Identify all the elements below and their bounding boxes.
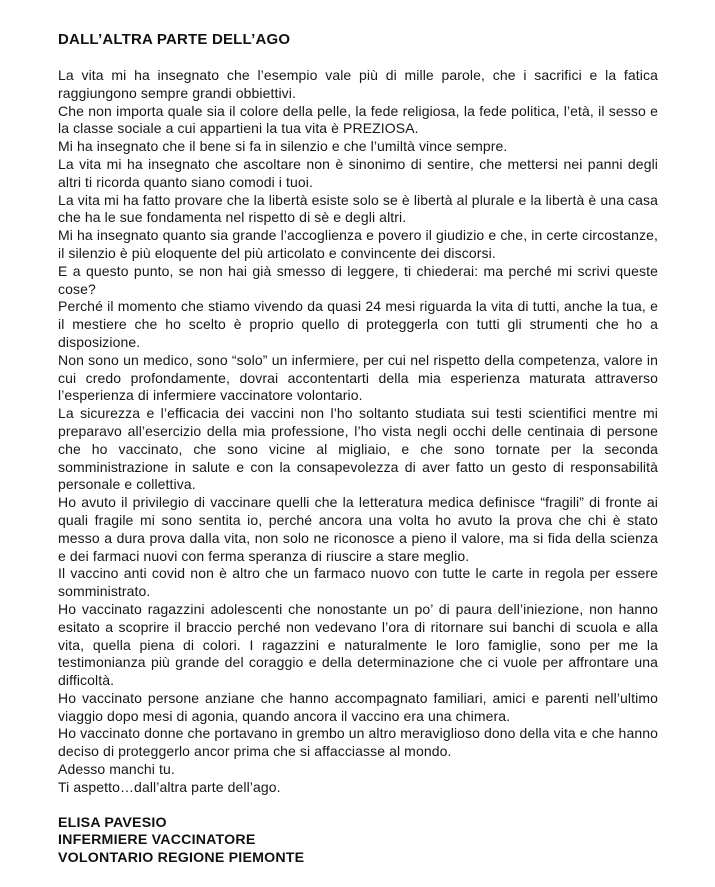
paragraph: Che non importa quale sia il colore della pelle, la fede religiosa, la fede politica, l’età, il sesso e la classe sociale a cui appartieni la tua vita è PREZIOSA. xyxy=(58,102,658,137)
paragraph: Mi ha insegnato che il bene si fa in silenzio e che l’umiltà vince sempre. xyxy=(58,138,508,155)
paragraph: Ho avuto il privilegio di vaccinare quelli che la letteratura medica definisce “fragili” di fronte ai quali fragile mi sono sentita io, perché ancora una volta ho avuto la prova che chi è stato messo a dura prova dalla vita, non solo ne riconosce a pieno il valore, ma si fida della scienza e dei farmaci nuovi con ferma speranza di riuscire a stare meglio. xyxy=(58,494,658,564)
paragraph: E a questo punto, se non hai già smesso di leggere, ti chiederai: ma perché mi scrivi queste cose? xyxy=(58,262,658,297)
paragraph: Ho vaccinato ragazzini adolescenti che nonostante un po’ di paura dell’iniezione, non hanno esitato a scoprire il braccio perché non vedevano l’ora di ritornare sui banchi di scuola e alla vita, quella piena di colori. I ragazzini e naturalmente le loro famiglie, sono per me la testimonianza più grande del coraggio e della determinazione che ci vuole per affrontare una difficoltà. xyxy=(58,600,658,689)
paragraph: Ho vaccinato persone anziane che hanno accompagnato familiari, amici e parenti nell’ultimo viaggio dopo mesi di agonia, quando ancora il vaccino era una chimera. xyxy=(58,689,658,724)
paragraph: Ho vaccinato donne che portavano in grembo un altro meraviglioso dono della vita e che hanno deciso di proteggerlo ancor prima che si affacciasse al mondo. xyxy=(58,725,658,760)
paragraph: Il vaccino anti covid non è altro che un farmaco nuovo con tutte le carte in regola per essere somministrato. xyxy=(58,565,658,600)
paragraph: La sicurezza e l’efficacia dei vaccini non l’ho soltanto studiata sui testi scientifici mentre mi preparavo all’esercizio della mia professione, l’ho vista negli occhi delle centinaia di persone che ho vaccinato, che sono vicine al migliaio, e che sono tornate per la seconda somministrazione in salute e con la consapevolezza di aver fatto un gesto di responsabilità personale e collettiva. xyxy=(58,405,658,493)
document-title: DALL’ALTRA PARTE DELL’AGO xyxy=(58,31,291,48)
signature-organization: VOLONTARIO REGIONE PIEMONTE xyxy=(58,850,305,867)
paragraph: La vita mi ha insegnato che ascoltare non è sinonimo di sentire, che mettersi nei panni degli altri ti ricorda quanto siano comodi i tuoi. xyxy=(58,155,658,190)
paragraph: Non sono un medico, sono “solo” un infermiere, per cui nel rispetto della competenza, valore in cui credo profondamente, dovrai accontentarti della mia esperienza maturata attraverso l’esperienza di infermiere vaccinatore volontario. xyxy=(58,351,658,404)
paragraph: La vita mi ha fatto provare che la libertà esiste solo se è libertà al plurale e la libertà è una casa che ha le sue fondamenta nel rispetto di sè e degli altri. xyxy=(58,191,658,226)
paragraph: Adesso manchi tu. xyxy=(58,761,175,778)
paragraph: Ti aspetto…dall’altra parte dell’ago. xyxy=(58,778,281,795)
paragraph: Mi ha insegnato quanto sia grande l’accoglienza e povero il giudizio e che, in certe circostanze, il silenzio è più eloquente del più articolato e convincente dei discorsi. xyxy=(58,227,658,261)
paragraph: La vita mi ha insegnato che l’esempio vale più di mille parole, che i sacrifici e la fatica raggiungono sempre grandi obbiettivi. xyxy=(58,67,658,101)
signature-name: ELISA PAVESIO xyxy=(58,814,167,831)
paragraph: Perché il momento che stiamo vivendo da quasi 24 mesi riguarda la vita di tutti, anche la tua, e il mestiere che ho scelto è proprio quello di proteggerla con tutti gli strumenti che ho a disposizione. xyxy=(58,298,658,350)
letter-body xyxy=(58,67,658,797)
signature-role: INFERMIERE VACCINATORE xyxy=(58,832,256,849)
signature-block xyxy=(58,815,658,868)
